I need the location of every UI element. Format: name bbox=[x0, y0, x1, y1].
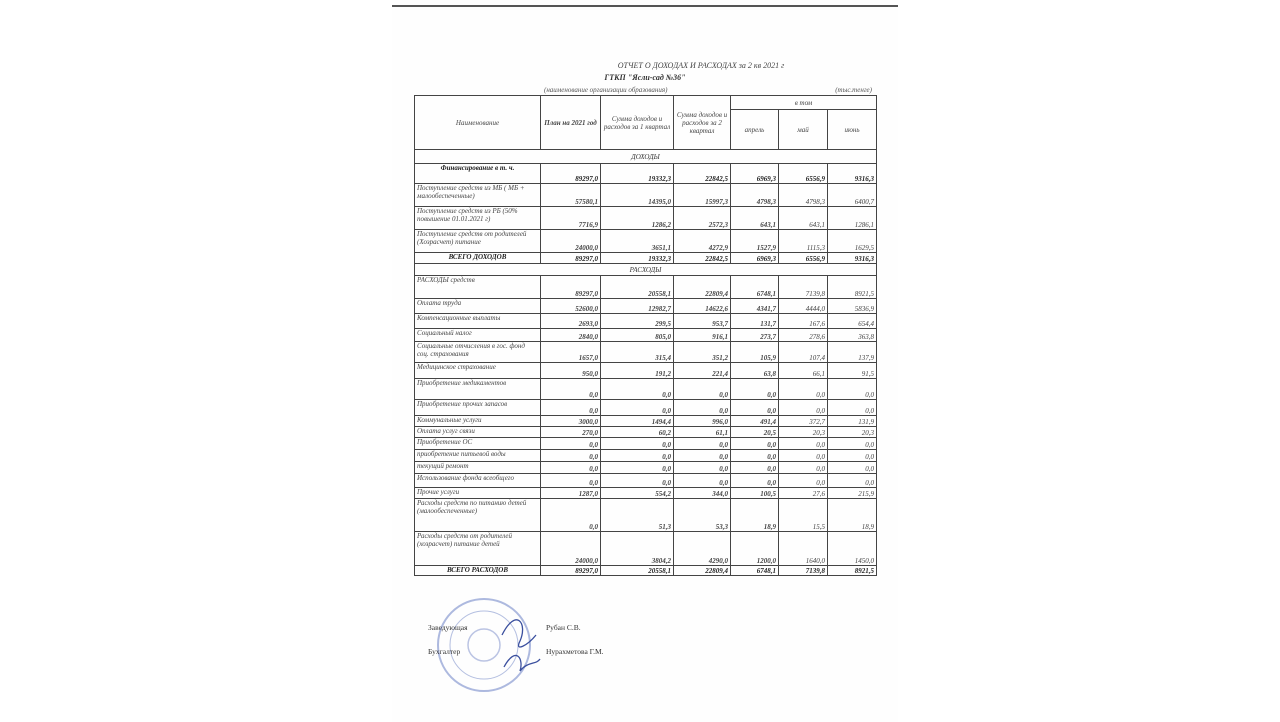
row-value: 3804,2 bbox=[601, 532, 674, 566]
table-row bbox=[415, 450, 877, 462]
row-value: 0,0 bbox=[731, 474, 779, 488]
row-value: 27,6 bbox=[779, 488, 828, 499]
row-name: Расходы средств по питанию детей (малообеспеченные) bbox=[415, 499, 541, 532]
row-value: 1286,2 bbox=[601, 207, 674, 230]
head-role: Заведующая bbox=[428, 623, 468, 632]
row-name: приобретение питьевой воды bbox=[415, 450, 541, 462]
row-value: 20,5 bbox=[731, 427, 779, 438]
row-value: 1286,1 bbox=[828, 207, 877, 230]
organization-name: ГТКП "Ясли-сад №36" bbox=[604, 73, 686, 82]
row-value: 0,0 bbox=[731, 379, 779, 400]
row-name: Приобретение прочих запасов bbox=[415, 400, 541, 416]
row-name: РАСХОДЫ средств bbox=[415, 276, 541, 299]
row-value: 191,2 bbox=[601, 363, 674, 379]
row-name: Приобретение ОС bbox=[415, 438, 541, 450]
col-header-name: Наименование bbox=[415, 96, 541, 150]
row-value: 20,3 bbox=[828, 427, 877, 438]
row-value: 19332,3 bbox=[601, 253, 674, 264]
row-value: 3651,1 bbox=[601, 230, 674, 253]
table-row bbox=[415, 184, 877, 207]
table-row bbox=[415, 299, 877, 314]
row-value: 643,1 bbox=[779, 207, 828, 230]
row-value: 2840,0 bbox=[541, 329, 601, 342]
row-value: 0,0 bbox=[541, 379, 601, 400]
row-value: 8921,5 bbox=[828, 276, 877, 299]
row-value: 137,9 bbox=[828, 342, 877, 363]
row-value: 0,0 bbox=[828, 462, 877, 474]
accountant-role: Бухгалтер bbox=[428, 647, 461, 656]
row-name: Поступление средств из МБ ( МБ + малообеспеченные) bbox=[415, 184, 541, 207]
row-value: 20558,1 bbox=[601, 276, 674, 299]
row-value: 351,2 bbox=[674, 342, 731, 363]
row-name: Компенсационные выплаты bbox=[415, 314, 541, 329]
row-value: 805,0 bbox=[601, 329, 674, 342]
table-row bbox=[415, 379, 877, 400]
row-value: 270,0 bbox=[541, 427, 601, 438]
row-value: 12982,7 bbox=[601, 299, 674, 314]
row-value: 22842,5 bbox=[674, 253, 731, 264]
row-value: 4798,3 bbox=[731, 184, 779, 207]
row-value: 0,0 bbox=[541, 400, 601, 416]
section-title: РАСХОДЫ bbox=[415, 264, 877, 276]
row-value: 0,0 bbox=[731, 438, 779, 450]
row-value: 167,6 bbox=[779, 314, 828, 329]
row-name: Использование фонда всеобщего bbox=[415, 474, 541, 488]
table-row bbox=[415, 276, 877, 299]
row-name: Оплата услуг связи bbox=[415, 427, 541, 438]
row-value: 0,0 bbox=[828, 450, 877, 462]
table-row bbox=[415, 253, 877, 264]
row-value: 916,1 bbox=[674, 329, 731, 342]
row-value: 0,0 bbox=[779, 400, 828, 416]
row-name: Расходы средств от родителей (хозрасчет) питание детей bbox=[415, 532, 541, 566]
row-value: 0,0 bbox=[828, 438, 877, 450]
row-name: Поступление средств от родителей (Хозрасчет) питание bbox=[415, 230, 541, 253]
row-name: Медицинское страхование bbox=[415, 363, 541, 379]
row-value: 6969,3 bbox=[731, 164, 779, 184]
row-value: 66,1 bbox=[779, 363, 828, 379]
row-value: 9316,3 bbox=[828, 164, 877, 184]
row-value: 0,0 bbox=[601, 438, 674, 450]
row-value: 0,0 bbox=[541, 474, 601, 488]
row-value: 215,9 bbox=[828, 488, 877, 499]
row-value: 0,0 bbox=[674, 400, 731, 416]
row-name: Финансирование в т. ч. bbox=[415, 164, 541, 184]
row-value: 22809,4 bbox=[674, 276, 731, 299]
table-row bbox=[415, 499, 877, 532]
table-row bbox=[415, 363, 877, 379]
table-row bbox=[415, 427, 877, 438]
row-value: 278,6 bbox=[779, 329, 828, 342]
row-value: 0,0 bbox=[601, 450, 674, 462]
row-value: 7139,8 bbox=[779, 276, 828, 299]
row-value: 1200,0 bbox=[731, 532, 779, 566]
table-row bbox=[415, 438, 877, 450]
row-value: 52600,0 bbox=[541, 299, 601, 314]
row-name: текущий ремонт bbox=[415, 462, 541, 474]
stamp-icon bbox=[424, 595, 544, 695]
table-row bbox=[415, 207, 877, 230]
organization-caption: (наименование организации образования) bbox=[544, 86, 668, 94]
row-value: 20,3 bbox=[779, 427, 828, 438]
accountant-name: Нурахметова Г.М. bbox=[546, 647, 604, 656]
row-value: 15997,3 bbox=[674, 184, 731, 207]
row-value: 24000,0 bbox=[541, 230, 601, 253]
row-value: 4444,0 bbox=[779, 299, 828, 314]
row-value: 344,0 bbox=[674, 488, 731, 499]
table-row bbox=[415, 230, 877, 253]
row-name: Социальный налог bbox=[415, 329, 541, 342]
row-value: 51,3 bbox=[601, 499, 674, 532]
row-value: 100,5 bbox=[731, 488, 779, 499]
report-title: ОТЧЕТ О ДОХОДАХ И РАСХОДАХ за 2 кв 2021 г bbox=[617, 61, 785, 70]
col-header-april: апрель bbox=[731, 110, 779, 150]
income-expense-table bbox=[414, 95, 877, 576]
row-value: 24000,0 bbox=[541, 532, 601, 566]
row-value: 5836,9 bbox=[828, 299, 877, 314]
row-value: 0,0 bbox=[601, 400, 674, 416]
row-value: 315,4 bbox=[601, 342, 674, 363]
row-value: 0,0 bbox=[541, 462, 601, 474]
row-value: 0,0 bbox=[674, 462, 731, 474]
row-value: 554,2 bbox=[601, 488, 674, 499]
row-value: 4341,7 bbox=[731, 299, 779, 314]
row-value: 18,9 bbox=[828, 499, 877, 532]
table-row bbox=[415, 566, 877, 576]
row-value: 7139,8 bbox=[779, 566, 828, 576]
section-title: ДОХОДЫ bbox=[415, 150, 877, 164]
row-value: 491,4 bbox=[731, 416, 779, 427]
row-value: 1657,0 bbox=[541, 342, 601, 363]
row-value: 0,0 bbox=[601, 474, 674, 488]
row-name: ВСЕГО ДОХОДОВ bbox=[415, 253, 541, 264]
section-row bbox=[415, 264, 877, 276]
row-value: 0,0 bbox=[779, 450, 828, 462]
row-name: Прочие услуги bbox=[415, 488, 541, 499]
row-value: 89297,0 bbox=[541, 253, 601, 264]
row-value: 0,0 bbox=[731, 400, 779, 416]
row-value: 7716,9 bbox=[541, 207, 601, 230]
row-value: 372,7 bbox=[779, 416, 828, 427]
col-header-june: июнь bbox=[828, 110, 877, 150]
row-value: 89297,0 bbox=[541, 566, 601, 576]
table-row bbox=[415, 532, 877, 566]
row-value: 6556,9 bbox=[779, 164, 828, 184]
row-value: 0,0 bbox=[601, 379, 674, 400]
row-value: 6400,7 bbox=[828, 184, 877, 207]
row-value: 14395,0 bbox=[601, 184, 674, 207]
row-value: 654,4 bbox=[828, 314, 877, 329]
row-value: 0,0 bbox=[779, 462, 828, 474]
row-value: 0,0 bbox=[731, 450, 779, 462]
row-value: 0,0 bbox=[541, 450, 601, 462]
row-value: 0,0 bbox=[674, 438, 731, 450]
row-value: 221,4 bbox=[674, 363, 731, 379]
row-value: 0,0 bbox=[541, 499, 601, 532]
row-value: 0,0 bbox=[779, 474, 828, 488]
row-value: 53,3 bbox=[674, 499, 731, 532]
row-value: 1287,0 bbox=[541, 488, 601, 499]
row-value: 6748,1 bbox=[731, 276, 779, 299]
row-value: 131,9 bbox=[828, 416, 877, 427]
table-body bbox=[415, 150, 877, 576]
row-value: 22809,4 bbox=[674, 566, 731, 576]
row-name: Коммунальные услуги bbox=[415, 416, 541, 427]
table-row bbox=[415, 342, 877, 363]
table-row bbox=[415, 474, 877, 488]
row-value: 63,8 bbox=[731, 363, 779, 379]
row-value: 89297,0 bbox=[541, 276, 601, 299]
row-value: 4290,0 bbox=[674, 532, 731, 566]
row-value: 4798,3 bbox=[779, 184, 828, 207]
row-value: 953,7 bbox=[674, 314, 731, 329]
row-value: 0,0 bbox=[828, 474, 877, 488]
row-value: 950,0 bbox=[541, 363, 601, 379]
row-value: 0,0 bbox=[674, 379, 731, 400]
col-header-q1: Сумма доходов и расходов за 1 квартал bbox=[601, 96, 674, 150]
row-value: 0,0 bbox=[779, 379, 828, 400]
row-value: 4272,9 bbox=[674, 230, 731, 253]
row-value: 57580,1 bbox=[541, 184, 601, 207]
row-value: 2693,0 bbox=[541, 314, 601, 329]
row-name: Оплата труда bbox=[415, 299, 541, 314]
row-value: 20558,1 bbox=[601, 566, 674, 576]
row-name: Приобретение медикаментов bbox=[415, 379, 541, 400]
row-value: 6969,3 bbox=[731, 253, 779, 264]
row-value: 61,1 bbox=[674, 427, 731, 438]
row-value: 8921,5 bbox=[828, 566, 877, 576]
row-value: 996,0 bbox=[674, 416, 731, 427]
row-value: 643,1 bbox=[731, 207, 779, 230]
row-value: 19332,3 bbox=[601, 164, 674, 184]
table-row bbox=[415, 400, 877, 416]
row-value: 0,0 bbox=[601, 462, 674, 474]
row-value: 1115,3 bbox=[779, 230, 828, 253]
row-value: 18,9 bbox=[731, 499, 779, 532]
table-row bbox=[415, 488, 877, 499]
col-header-plan: План на 2021 год bbox=[541, 96, 601, 150]
row-value: 0,0 bbox=[541, 438, 601, 450]
row-value: 22842,5 bbox=[674, 164, 731, 184]
report-page bbox=[392, 5, 898, 722]
row-value: 363,8 bbox=[828, 329, 877, 342]
row-value: 1640,0 bbox=[779, 532, 828, 566]
units-label: (тыс.тенге) bbox=[835, 86, 872, 94]
row-value: 15,5 bbox=[779, 499, 828, 532]
head-name: Рубан С.В. bbox=[546, 623, 581, 632]
row-value: 89297,0 bbox=[541, 164, 601, 184]
row-value: 0,0 bbox=[731, 462, 779, 474]
col-header-including: в том bbox=[731, 96, 877, 110]
row-value: 1629,5 bbox=[828, 230, 877, 253]
row-value: 107,4 bbox=[779, 342, 828, 363]
row-name: Поступление средств из РБ (50% повышение 01.01.2021 г) bbox=[415, 207, 541, 230]
table-row bbox=[415, 164, 877, 184]
table-row bbox=[415, 329, 877, 342]
table-row bbox=[415, 416, 877, 427]
row-value: 0,0 bbox=[828, 400, 877, 416]
row-value: 6748,1 bbox=[731, 566, 779, 576]
row-value: 105,9 bbox=[731, 342, 779, 363]
row-value: 3000,0 bbox=[541, 416, 601, 427]
row-value: 2572,3 bbox=[674, 207, 731, 230]
row-value: 1527,9 bbox=[731, 230, 779, 253]
col-header-q2: Сумма доходов и расходов за 2 квартал bbox=[674, 96, 731, 150]
row-value: 0,0 bbox=[674, 450, 731, 462]
row-name: ВСЕГО РАСХОДОВ bbox=[415, 566, 541, 576]
row-value: 0,0 bbox=[779, 438, 828, 450]
row-value: 6556,9 bbox=[779, 253, 828, 264]
row-value: 0,0 bbox=[674, 474, 731, 488]
row-value: 9316,3 bbox=[828, 253, 877, 264]
row-value: 131,7 bbox=[731, 314, 779, 329]
row-value: 0,0 bbox=[828, 379, 877, 400]
row-value: 273,7 bbox=[731, 329, 779, 342]
table-row bbox=[415, 462, 877, 474]
section-row bbox=[415, 150, 877, 164]
col-header-may: май bbox=[779, 110, 828, 150]
row-value: 60,2 bbox=[601, 427, 674, 438]
row-value: 1494,4 bbox=[601, 416, 674, 427]
row-value: 91,5 bbox=[828, 363, 877, 379]
row-value: 299,5 bbox=[601, 314, 674, 329]
table-row bbox=[415, 314, 877, 329]
row-name: Социальные отчисления в гос. фонд соц. страхования bbox=[415, 342, 541, 363]
row-value: 1450,0 bbox=[828, 532, 877, 566]
row-value: 14622,6 bbox=[674, 299, 731, 314]
